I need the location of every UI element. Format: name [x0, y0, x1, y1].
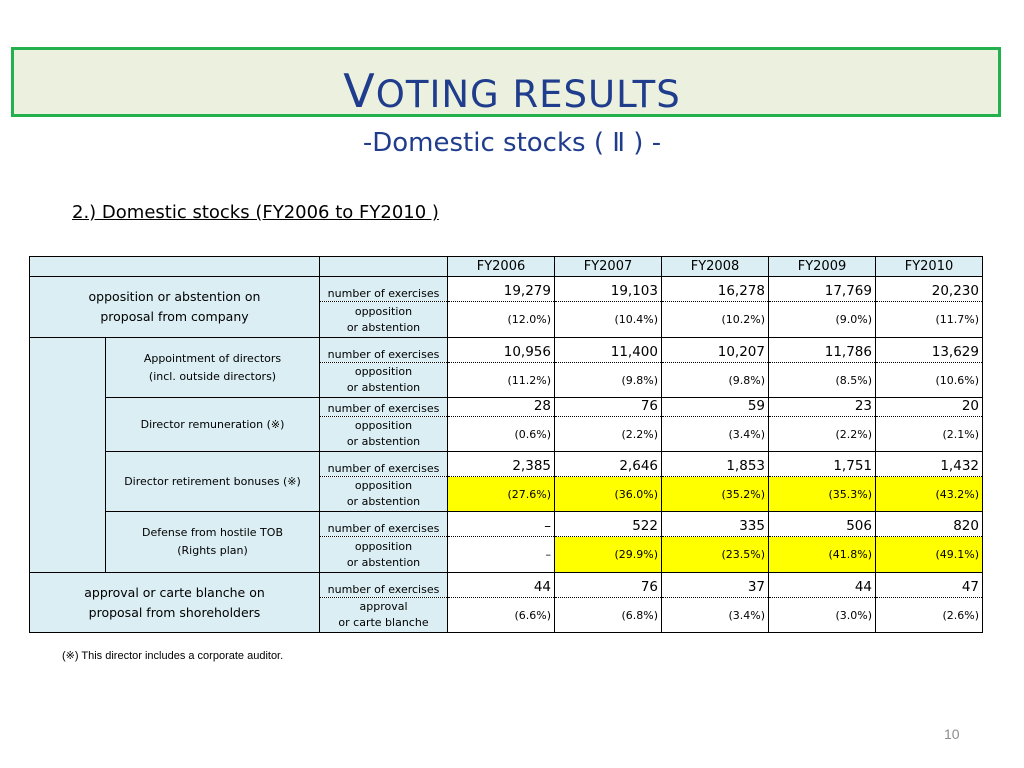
ratio-cell: (6.6%) [448, 598, 555, 633]
metric-line: or abstention [346, 555, 421, 569]
ratio-cell: (3.0%) [769, 598, 876, 633]
ratio-cell: (9.8%) [555, 363, 662, 398]
indent-cell [30, 398, 106, 452]
number-cell: 76 [555, 398, 662, 417]
number-cell: 28 [448, 398, 555, 417]
group-label-remuneration [106, 398, 320, 452]
ratio-cell-highlighted: (41.8%) [769, 537, 876, 573]
ratio-cell: – [448, 537, 555, 573]
indent-cell [30, 452, 106, 512]
label-line: (Rights plan) [177, 544, 248, 557]
ratio-cell: (10.6%) [876, 363, 983, 398]
ratio-cell: (2.2%) [769, 417, 876, 452]
metric-label [320, 302, 448, 338]
number-cell: 820 [876, 512, 983, 537]
voting-results-table [29, 256, 983, 633]
metric-label [320, 417, 448, 452]
metric-line: opposition [354, 304, 413, 318]
metric-label: number of exercises [320, 512, 448, 537]
metric-label: number of exercises [320, 398, 448, 417]
metric-label [320, 537, 448, 573]
ratio-cell-highlighted: (36.0%) [555, 477, 662, 512]
group-label-opposition [30, 277, 320, 338]
number-cell: 37 [662, 573, 769, 598]
ratio-cell: (3.4%) [662, 417, 769, 452]
metric-line: opposition [354, 479, 413, 492]
metric-label: number of exercises [320, 452, 448, 477]
label-line: Director retirement bonuses (※) [124, 474, 301, 488]
year-header: FY2010 [876, 257, 983, 277]
title-first-letter: V [343, 64, 376, 118]
ratio-cell: (2.2%) [555, 417, 662, 452]
table-row [30, 573, 983, 598]
number-cell: 20,230 [876, 277, 983, 302]
metric-line: opposition [354, 539, 413, 553]
label-line: Defense from hostile TOB [142, 526, 283, 539]
number-cell: 1,751 [769, 452, 876, 477]
ratio-cell-highlighted: (27.6%) [448, 477, 555, 512]
group-label-appointment [106, 338, 320, 398]
group-label-approval [30, 573, 320, 633]
label-line: approval or carte blanche on [84, 584, 265, 600]
label-line: Appointment of directors [143, 351, 282, 365]
number-cell: 522 [555, 512, 662, 537]
group-label-retirement [106, 452, 320, 512]
number-cell: 76 [555, 573, 662, 598]
ratio-cell: (12.0%) [448, 302, 555, 338]
metric-label: number of exercises [320, 338, 448, 363]
metric-label [320, 598, 448, 633]
group-label-defense [106, 512, 320, 573]
number-cell: 17,769 [769, 277, 876, 302]
ratio-cell: (9.0%) [769, 302, 876, 338]
table-row [30, 277, 983, 302]
number-cell: 335 [662, 512, 769, 537]
metric-label [320, 363, 448, 398]
ratio-cell-highlighted: (35.3%) [769, 477, 876, 512]
number-cell: 16,278 [662, 277, 769, 302]
ratio-cell: (2.1%) [876, 417, 983, 452]
number-cell: 2,385 [448, 452, 555, 477]
indent-cell [30, 512, 106, 573]
number-cell: 10,956 [448, 338, 555, 363]
ratio-cell: (11.7%) [876, 302, 983, 338]
table-row [30, 338, 983, 363]
ratio-cell: (0.6%) [448, 417, 555, 452]
metric-label [320, 477, 448, 512]
label-line: opposition or abstention on [88, 289, 261, 304]
number-cell: 1,853 [662, 452, 769, 477]
number-cell: 44 [769, 573, 876, 598]
number-cell: 10,207 [662, 338, 769, 363]
ratio-cell: (10.4%) [555, 302, 662, 338]
label-line: proposal from company [100, 309, 249, 324]
metric-line: or abstention [346, 381, 421, 394]
header-blank [30, 257, 320, 277]
number-cell: 47 [876, 573, 983, 598]
ratio-cell: (10.2%) [662, 302, 769, 338]
year-header: FY2007 [555, 257, 662, 277]
page-subtitle: -Domestic stocks ( Ⅱ ) - [362, 128, 662, 158]
number-cell: 19,279 [448, 277, 555, 302]
number-cell: – [448, 512, 555, 537]
title-rest: OTING RESULTS [375, 73, 681, 116]
page-number: 10 [944, 726, 960, 742]
number-cell: 506 [769, 512, 876, 537]
number-cell: 44 [448, 573, 555, 598]
metric-line: or abstention [346, 320, 421, 334]
ratio-cell: (11.2%) [448, 363, 555, 398]
table-row [30, 452, 983, 477]
number-cell: 2,646 [555, 452, 662, 477]
year-header: FY2006 [448, 257, 555, 277]
number-cell: 11,786 [769, 338, 876, 363]
ratio-cell: (2.6%) [876, 598, 983, 633]
footnote: (※) This director includes a corporate auditor. [62, 650, 284, 662]
year-header: FY2009 [769, 257, 876, 277]
number-cell: 23 [769, 398, 876, 417]
metric-line: opposition [354, 419, 413, 432]
indent-cell [30, 338, 106, 398]
number-cell: 19,103 [555, 277, 662, 302]
number-cell: 1,432 [876, 452, 983, 477]
metric-label: number of exercises [320, 573, 448, 598]
metric-line: or abstention [346, 495, 421, 508]
ratio-cell: (3.4%) [662, 598, 769, 633]
metric-line: approval [359, 600, 408, 613]
ratio-cell: (8.5%) [769, 363, 876, 398]
metric-label: number of exercises [320, 277, 448, 302]
number-cell: 13,629 [876, 338, 983, 363]
number-cell: 11,400 [555, 338, 662, 363]
ratio-cell-highlighted: (35.2%) [662, 477, 769, 512]
section-heading: 2.) Domestic stocks (FY2006 to FY2010 ) [72, 202, 439, 223]
ratio-cell-highlighted: (23.5%) [662, 537, 769, 573]
number-cell: 59 [662, 398, 769, 417]
ratio-cell-highlighted: (49.1%) [876, 537, 983, 573]
label-line: proposal from shoreholders [88, 604, 261, 620]
year-header: FY2008 [662, 257, 769, 277]
label-line: (incl. outside directors) [148, 369, 277, 383]
page-title [0, 64, 1024, 118]
header-row [30, 257, 983, 277]
table-row [30, 512, 983, 537]
number-cell: 20 [876, 398, 983, 417]
label-line: Director remuneration (※) [140, 417, 285, 431]
table-row [30, 398, 983, 417]
ratio-cell-highlighted: (43.2%) [876, 477, 983, 512]
ratio-cell: (6.8%) [555, 598, 662, 633]
metric-line: or carte blanche [338, 616, 429, 629]
header-blank-metric [320, 257, 448, 277]
metric-line: or abstention [346, 435, 421, 448]
ratio-cell-highlighted: (29.9%) [555, 537, 662, 573]
metric-line: opposition [354, 365, 413, 378]
ratio-cell: (9.8%) [662, 363, 769, 398]
